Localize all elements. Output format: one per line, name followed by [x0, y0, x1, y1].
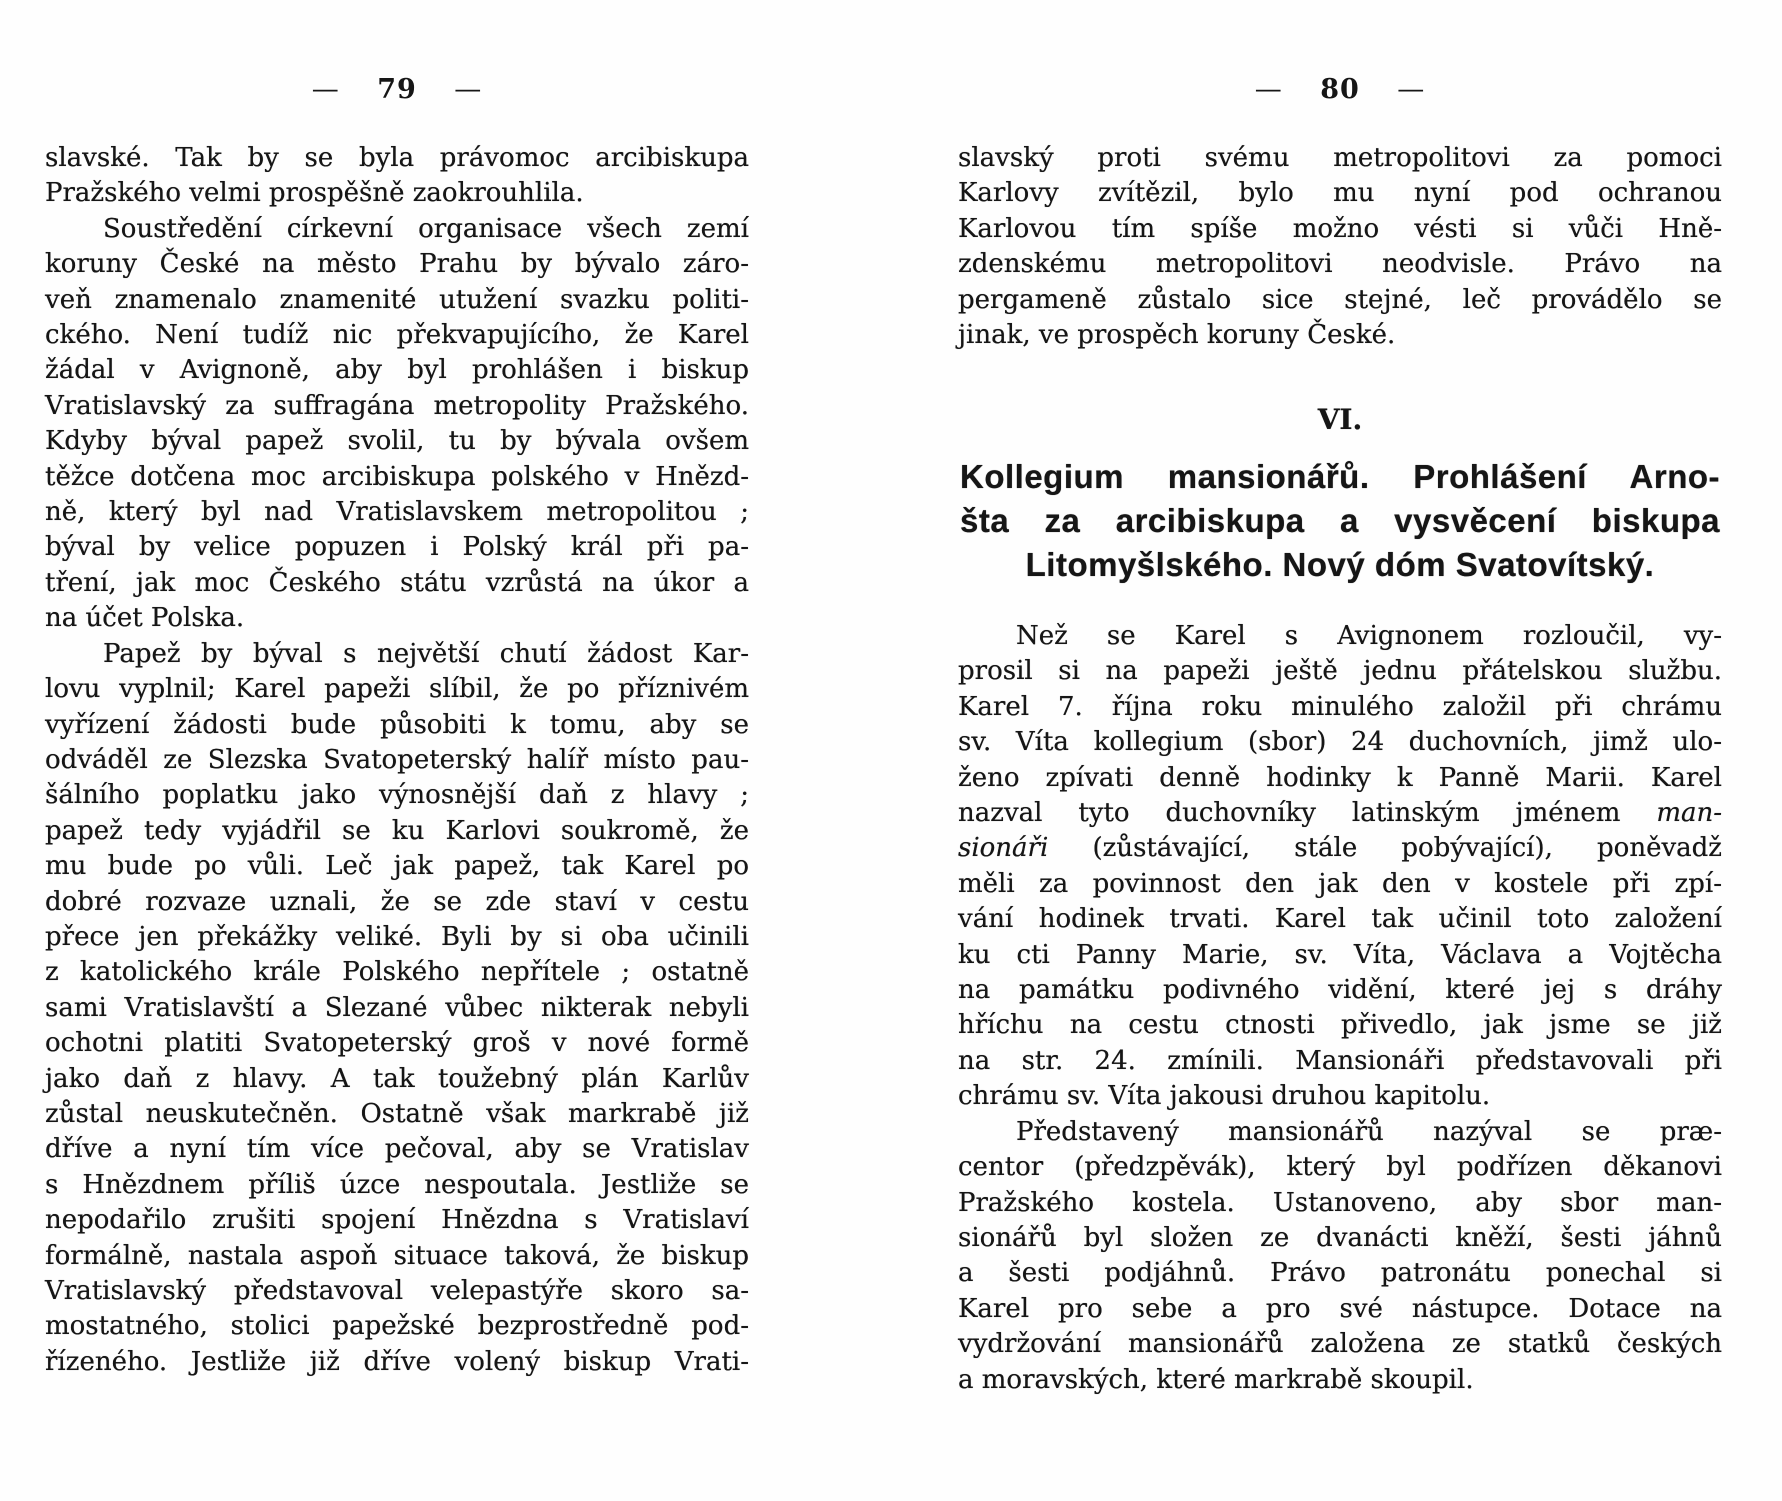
- text-line: z katolického krále Polského nepřítele ; ostatně: [45, 957, 749, 988]
- paragraph: [45, 212, 749, 637]
- text-line: ckého. Není tudíž nic překvapujícího, že Karel: [45, 320, 749, 351]
- text-line: dobré rozvaze uznali, že se zde staví v cestu: [45, 886, 749, 917]
- text-line: Papež by býval s největší chutí žádost Kar-: [103, 638, 749, 669]
- text-line: žádal v Avignoně, aby byl prohlášen i biskup: [45, 355, 749, 386]
- text-line: nepodařilo zrušiti spojení Hnězdna s Vratislaví: [45, 1205, 749, 1236]
- page-79-header: [45, 74, 749, 105]
- page-number-left: 79: [377, 74, 417, 105]
- page-80-body-text: [958, 619, 1722, 1398]
- text-line: vyřízení žádosti bude působiti k tomu, aby se: [45, 709, 749, 740]
- text-line: veň znamenalo znamenité utužení svazku politi-: [45, 284, 749, 315]
- text-line: sv. Víta kollegium (sbor) 24 duchovních, jimž ulo-: [958, 727, 1722, 758]
- text-line: na str. 24. zmínili. Mansionáři představovali při: [958, 1045, 1722, 1076]
- text-line: Pražského velmi prospěšně zaokrouhlila.: [45, 178, 584, 209]
- paragraph: [45, 637, 749, 1381]
- text-line: vydržování mansionářů založena ze statků českých: [958, 1329, 1722, 1360]
- text-line: s Hnězdnem příliš úzce nespoutala. Jestliže se: [45, 1169, 749, 1200]
- text-line: slavský proti svému metropolitovi za pomoci: [958, 143, 1722, 173]
- text-line: Karlovy zvítězil, bylo mu nyní pod ochranou: [958, 178, 1722, 209]
- header-dash-right: —: [454, 74, 483, 105]
- text-line: na účet Polska.: [45, 603, 245, 634]
- text-line: zdenskému metropolitovi neodvisle. Právo na: [958, 249, 1722, 280]
- text-line: Představený mansionářů nazýval se præ-: [1016, 1116, 1722, 1147]
- paragraph: [45, 141, 749, 212]
- text-line: Kdyby býval papež svolil, tu by bývala ovšem: [45, 426, 749, 457]
- page-80-intro-text: [958, 141, 1722, 353]
- text-line: nazval tyto duchovníky latinským jménem man-: [958, 798, 1722, 829]
- text-line: Pražského kostela. Ustanoveno, aby sbor man-: [958, 1187, 1722, 1218]
- section-title-line: šta za arcibiskupa a vysvěcení biskupa: [960, 502, 1720, 539]
- text-line: šálního poplatku jako výnosnější daň z hlavy ;: [45, 780, 749, 811]
- text-line: Soustředění církevní organisace všech zemí: [103, 213, 749, 244]
- header-dash-right: —: [1397, 74, 1426, 105]
- text-line: odváděl ze Slezska Svatopeterský halíř místo pau-: [45, 744, 749, 775]
- header-dash-left: —: [311, 74, 340, 105]
- paragraph: [958, 1115, 1722, 1398]
- text-line: ženo zpívati denně hodinky k Panně Marii. Karel: [958, 762, 1722, 793]
- text-line: jinak, ve prospěch koruny České.: [958, 320, 1396, 351]
- page-80: [958, 0, 1722, 1501]
- section-title: [960, 455, 1720, 587]
- page-80-header: [958, 74, 1722, 105]
- text-line: Vratislavský za suffragána metropolity Pražského.: [45, 390, 749, 421]
- text-line: Karel 7. října roku minulého založil při chrámu: [958, 691, 1722, 722]
- text-line: lovu vyplnil; Karel papeži slíbil, že po příznivém: [45, 674, 749, 705]
- page-number-right: 80: [1320, 74, 1360, 105]
- page-79-text: [45, 141, 749, 1380]
- text-line: formálně, nastala aspoň situace taková, že biskup: [45, 1240, 749, 1271]
- text-line: sionářů byl složen ze dvanácti kněží, šesti jáhnů: [958, 1222, 1722, 1253]
- text-line: sami Vratislavští a Slezané vůbec nikterak nebyli: [45, 992, 749, 1023]
- text-line: ku cti Panny Marie, sv. Víta, Václava a Vojtěcha: [958, 939, 1722, 970]
- text-line: mostatného, stolici papežské bezprostředně pod-: [45, 1311, 749, 1342]
- text-line: vání hodinek trvati. Karel tak učinil toto založení: [958, 904, 1722, 935]
- section-title-line: Kollegium mansionářů. Prohlášení Arno-: [960, 458, 1720, 495]
- text-line: a šesti podjáhnů. Právo patronátu ponechal si: [958, 1258, 1722, 1289]
- text-line: mu bude po vůli. Leč jak papež, tak Karel po: [45, 851, 749, 882]
- text-line: Vratislavský představoval velepastýře skoro sa-: [45, 1276, 749, 1306]
- text-line: řízeného. Jestliže již dříve volený biskup Vrati-: [45, 1346, 749, 1377]
- text-line: slavské. Tak by se byla právomoc arcibiskupa: [45, 143, 749, 173]
- text-line: Karel pro sebe a pro své nástupce. Dotace na: [958, 1293, 1722, 1324]
- section-title-line: Litomyšlského. Nový dóm Svatovítský.: [1025, 546, 1655, 583]
- text-line: měli za povinnost den jak den v kostele při zpí-: [958, 868, 1722, 899]
- paragraph: [958, 141, 1722, 353]
- header-dash-left: —: [1254, 74, 1283, 105]
- text-line: přece jen překážky veliké. Byli by si oba učinili: [45, 921, 749, 952]
- text-line: chrámu sv. Víta jakousi druhou kapitolu.: [958, 1081, 1491, 1112]
- text-line: a moravských, které markrabě skoupil.: [958, 1364, 1474, 1395]
- text-line: jako daň z hlavy. A tak toužebný plán Karlův: [45, 1063, 749, 1094]
- page-79: [45, 0, 749, 1501]
- text-line: býval by velice popuzen i Polský král při pa-: [45, 532, 749, 563]
- text-line: prosil si na papeži ještě jednu přátelskou službu.: [958, 656, 1722, 687]
- paragraph: [958, 619, 1722, 1115]
- text-line: Karlovou tím spíše možno vésti si vůči Hně-: [958, 213, 1722, 244]
- text-line: ně, který byl nad Vratislavskem metropolitou ;: [45, 497, 749, 528]
- section-number: VI.: [1317, 403, 1363, 436]
- text-line: těžce dotčena moc arcibiskupa polského v Hnězd-: [45, 461, 749, 492]
- text-line: tření, jak moc Českého státu vzrůstá na úkor a: [45, 567, 749, 598]
- text-line: hříchu na cestu ctnosti přivedlo, jak jsme se již: [958, 1010, 1722, 1041]
- text-line: ochotni platiti Svatopeterský groš v nové formě: [45, 1028, 749, 1059]
- text-line: koruny České na město Prahu by bývalo záro-: [45, 249, 749, 280]
- text-line: dříve a nyní tím více pečoval, aby se Vratislav: [45, 1134, 749, 1165]
- text-line: centor (předzpěvák), který byl podřízen děkanovi: [958, 1152, 1722, 1183]
- text-line: papež tedy vyjádřil se ku Karlovi soukromě, že: [45, 815, 749, 846]
- text-line: Než se Karel s Avignonem rozloučil, vy-: [1016, 621, 1722, 651]
- text-line: pergameně zůstalo sice stejné, leč provádělo se: [958, 284, 1722, 315]
- text-line: na památku podivného vidění, které jej s dráhy: [958, 975, 1722, 1006]
- text-line: sionáři (zůstávající, stále pobývající), poněvadž: [958, 833, 1722, 864]
- text-line: zůstal neuskutečněn. Ostatně však markrabě již: [45, 1098, 749, 1129]
